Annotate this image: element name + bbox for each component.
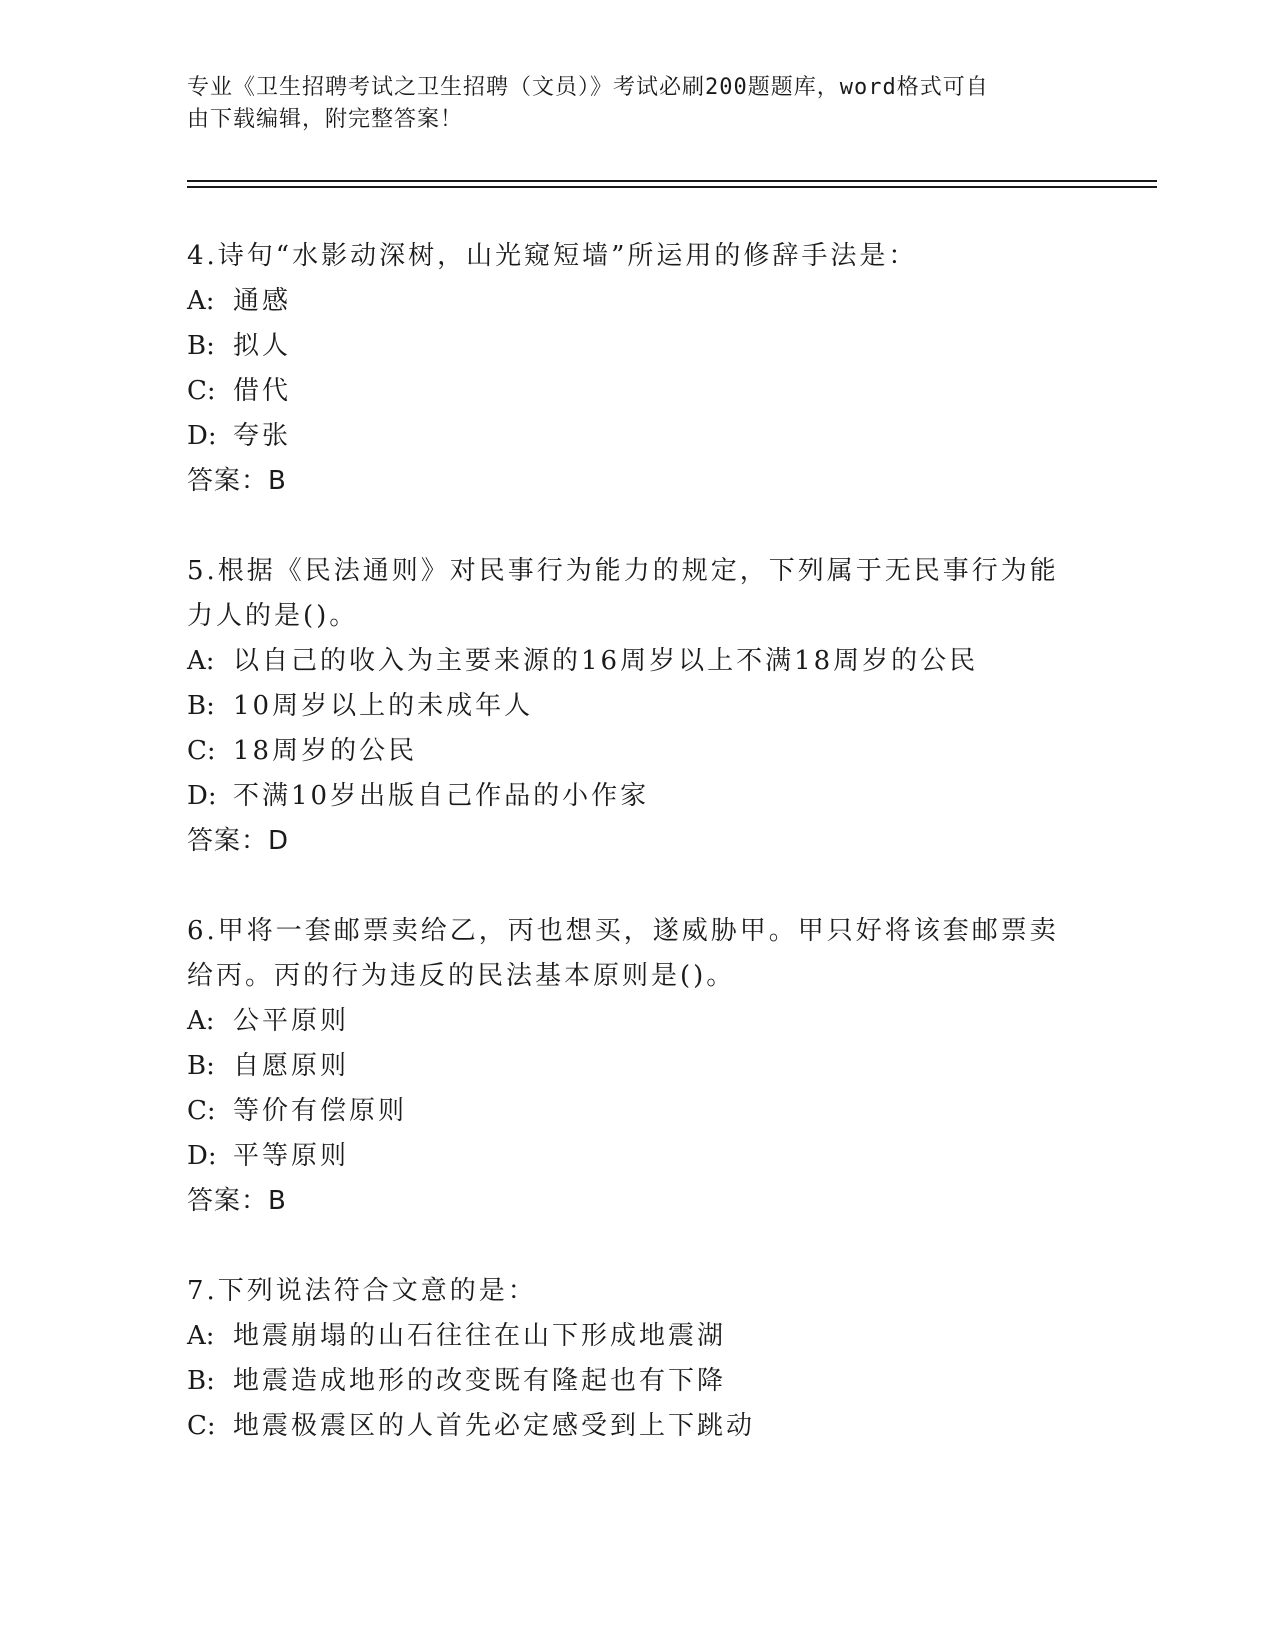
option-letter: D: bbox=[187, 421, 217, 451]
option-text: 以自己的收入为主要来源的16周岁以上不满18周岁的公民 bbox=[233, 646, 979, 676]
option-letter: C: bbox=[187, 1411, 216, 1441]
option-a bbox=[187, 1314, 1067, 1359]
option-text: 平等原则 bbox=[233, 1141, 350, 1171]
option-letter: C: bbox=[187, 736, 216, 766]
option-b bbox=[187, 684, 1067, 729]
option-a bbox=[187, 999, 1067, 1044]
header-line-2: 由下载编辑，附完整答案！ bbox=[187, 107, 464, 132]
question-stem: 6.甲将一套邮票卖给乙，丙也想买，遂威胁甲。甲只好将该套邮票卖给丙。丙的行为违反的民法基本原则是()。 bbox=[187, 916, 1059, 991]
answer-line: 答案：B bbox=[187, 1186, 287, 1216]
option-text: 10周岁以上的未成年人 bbox=[233, 691, 534, 721]
option-d bbox=[187, 1134, 1067, 1179]
option-text: 夸张 bbox=[233, 421, 292, 451]
option-letter: B: bbox=[187, 1051, 215, 1081]
option-text: 地震造成地形的改变既有隆起也有下降 bbox=[233, 1366, 727, 1396]
option-letter: B: bbox=[187, 1366, 215, 1396]
option-letter: A: bbox=[187, 286, 215, 316]
option-text: 通感 bbox=[233, 286, 292, 316]
option-text: 拟人 bbox=[233, 331, 292, 361]
header-divider-bottom bbox=[187, 186, 1157, 188]
option-letter: B: bbox=[187, 691, 215, 721]
option-text: 公平原则 bbox=[233, 1006, 350, 1036]
header-line-1: 专业《卫生招聘考试之卫生招聘（文员）》考试必刷200题题库，word格式可自 bbox=[187, 75, 989, 100]
option-b bbox=[187, 1359, 1067, 1404]
option-letter: D: bbox=[187, 1141, 217, 1171]
answer-line: 答案：B bbox=[187, 466, 287, 496]
option-letter: C: bbox=[187, 1096, 216, 1126]
option-c bbox=[187, 369, 1067, 414]
option-d bbox=[187, 414, 1067, 459]
option-c bbox=[187, 1404, 1067, 1449]
question-stem: 5.根据《民法通则》对民事行为能力的规定，下列属于无民事行为能力人的是()。 bbox=[187, 556, 1059, 631]
answer-line: 答案：D bbox=[187, 826, 290, 856]
question-list bbox=[187, 234, 1067, 1494]
option-text: 地震崩塌的山石往往在山下形成地震湖 bbox=[233, 1321, 727, 1351]
option-text: 借代 bbox=[233, 376, 292, 406]
option-text: 等价有偿原则 bbox=[233, 1096, 408, 1126]
question-6 bbox=[187, 909, 1067, 1224]
question-7 bbox=[187, 1269, 1067, 1449]
question-stem: 7.下列说法符合文意的是： bbox=[187, 1276, 537, 1306]
document-header bbox=[187, 72, 1067, 136]
option-letter: A: bbox=[187, 646, 215, 676]
option-a bbox=[187, 639, 1067, 684]
option-letter: A: bbox=[187, 1321, 215, 1351]
option-c bbox=[187, 1089, 1067, 1134]
question-stem: 4.诗句“水影动深树，山光窥短墙”所运用的修辞手法是： bbox=[187, 241, 918, 271]
option-text: 18周岁的公民 bbox=[233, 736, 418, 766]
option-a bbox=[187, 279, 1067, 324]
option-d bbox=[187, 774, 1067, 819]
question-5 bbox=[187, 549, 1067, 864]
option-letter: D: bbox=[187, 781, 217, 811]
option-b bbox=[187, 1044, 1067, 1089]
header-divider-top bbox=[187, 180, 1157, 182]
option-text: 自愿原则 bbox=[233, 1051, 350, 1081]
option-c bbox=[187, 729, 1067, 774]
option-letter: C: bbox=[187, 376, 216, 406]
option-letter: A: bbox=[187, 1006, 215, 1036]
option-text: 地震极震区的人首先必定感受到上下跳动 bbox=[233, 1411, 756, 1441]
option-b bbox=[187, 324, 1067, 369]
question-4 bbox=[187, 234, 1067, 504]
option-text: 不满10岁出版自己作品的小作家 bbox=[233, 781, 650, 811]
option-letter: B: bbox=[187, 331, 215, 361]
